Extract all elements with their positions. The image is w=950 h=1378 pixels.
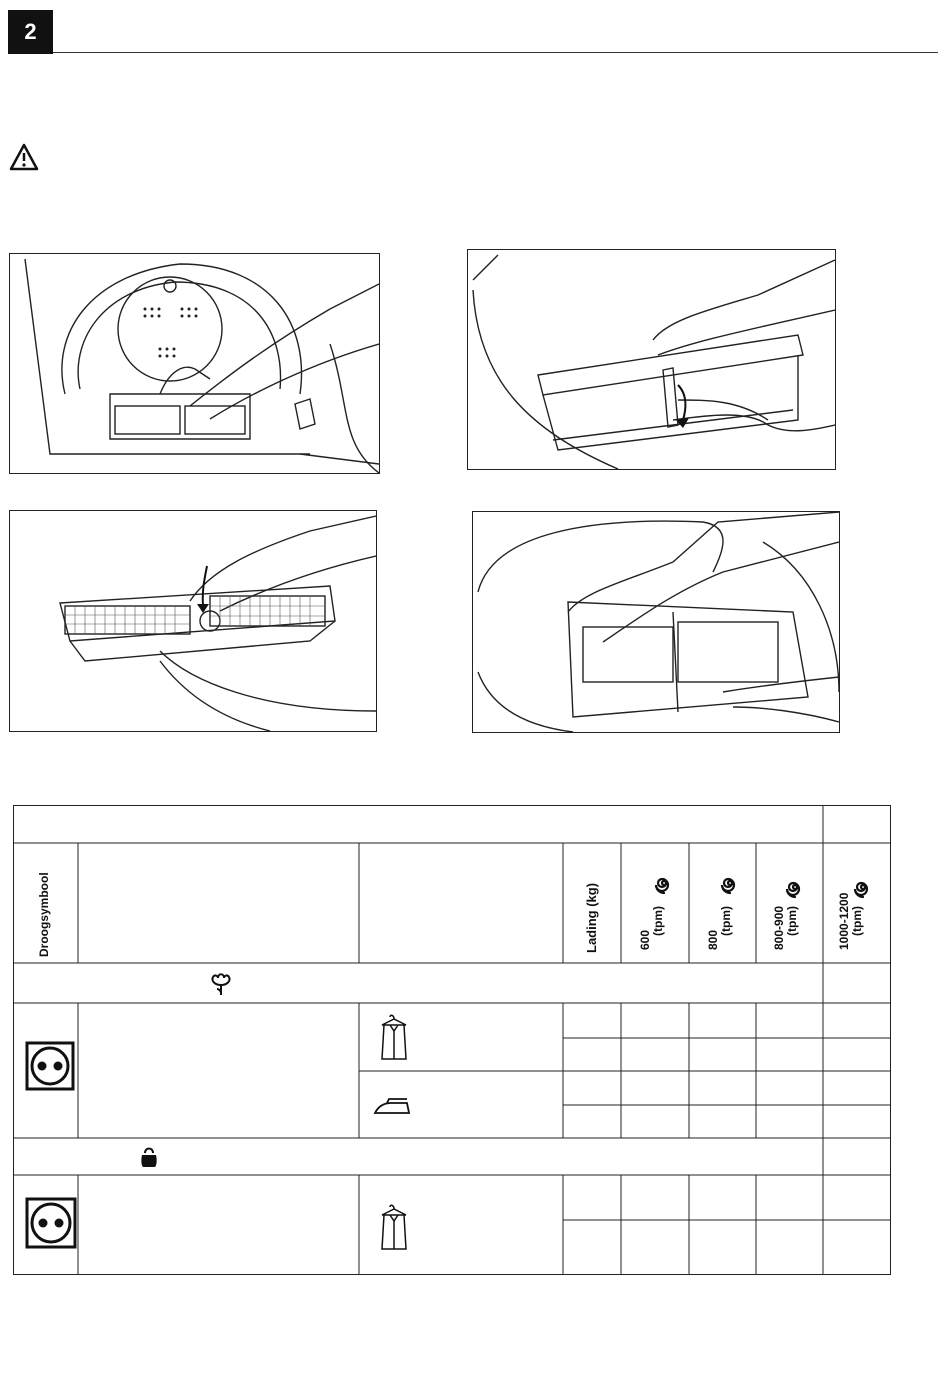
figure-1 xyxy=(9,253,380,474)
tumble-dry-two-dots-icon xyxy=(25,1041,75,1091)
hanger-shirt-icon xyxy=(378,1201,410,1253)
spin-spiral-icon xyxy=(720,875,740,895)
cotton-flower-icon xyxy=(209,971,233,997)
header-rule xyxy=(53,52,938,53)
drying-table xyxy=(13,805,891,1275)
header-spin-1000-1200: 1000-1200 (tpm) xyxy=(837,892,864,950)
spin-spiral-icon xyxy=(785,879,805,899)
hanger-shirt-icon xyxy=(378,1011,410,1063)
header-load: Lading (kg) xyxy=(584,882,599,953)
synthetic-bag-icon xyxy=(139,1145,159,1169)
iron-icon xyxy=(373,1095,413,1117)
filter-cleaning-illustration xyxy=(473,512,839,732)
warning-triangle-icon xyxy=(9,143,39,171)
filter-open-illustration xyxy=(10,511,376,731)
figure-2 xyxy=(467,249,836,470)
header-spin-800: 800 (tpm) xyxy=(706,906,733,950)
header-spin-800-900: 800-900 (tpm) xyxy=(772,905,799,950)
figure-3 xyxy=(9,510,377,732)
spin-spiral-icon xyxy=(853,879,873,899)
page-number-badge: 2 xyxy=(8,10,53,54)
dryer-filter-in-door-illustration xyxy=(10,254,379,473)
tumble-dry-two-dots-icon xyxy=(25,1197,77,1249)
header-dry-symbol: Droogsymbool xyxy=(37,872,51,957)
filter-removal-illustration xyxy=(468,250,835,469)
table-grid xyxy=(13,805,891,1275)
spin-spiral-icon xyxy=(654,875,674,895)
header-spin-600: 600 (tpm) xyxy=(638,906,665,950)
figure-4 xyxy=(472,511,840,733)
